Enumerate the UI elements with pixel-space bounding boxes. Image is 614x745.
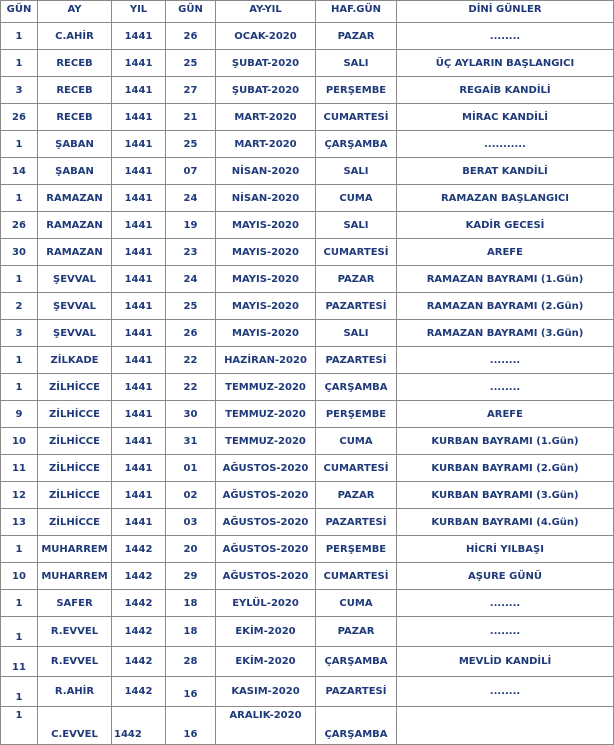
cell-weekday: SALI bbox=[316, 50, 397, 77]
cell-day-gregorian: 01 bbox=[166, 455, 216, 482]
table-row bbox=[1, 509, 614, 536]
cell-weekday: PAZARTESİ bbox=[316, 509, 397, 536]
cell-month-year: MAYIS-2020 bbox=[216, 239, 316, 266]
cell-year-hijri: 1441 bbox=[112, 239, 166, 266]
cell-month-year: MAYIS-2020 bbox=[216, 293, 316, 320]
cell-day-gregorian: 03 bbox=[166, 509, 216, 536]
cell-month-year: EYLÜL-2020 bbox=[216, 590, 316, 617]
cell-day-hijri: 1 bbox=[1, 590, 38, 617]
cell-religious-day: KURBAN BAYRAMI (4.Gün) bbox=[397, 509, 614, 536]
cell-day-hijri: 1 bbox=[1, 23, 38, 50]
table-row bbox=[1, 77, 614, 104]
table-row bbox=[1, 158, 614, 185]
cell-year-hijri: 1441 bbox=[112, 185, 166, 212]
cell-year-hijri: 1441 bbox=[112, 23, 166, 50]
cell-weekday: CUMARTESİ bbox=[316, 239, 397, 266]
cell-weekday: SALI bbox=[316, 212, 397, 239]
cell-year-hijri: 1441 bbox=[112, 482, 166, 509]
cell-day-hijri: 3 bbox=[1, 77, 38, 104]
cell-day-gregorian: 29 bbox=[166, 563, 216, 590]
cell-religious-day: RAMAZAN BAŞLANGICI bbox=[397, 185, 614, 212]
cell-year-hijri: 1441 bbox=[112, 158, 166, 185]
cell-month-hijri: RAMAZAN bbox=[38, 239, 112, 266]
cell-month-year: ARALIK-2020 bbox=[216, 707, 316, 745]
cell-day-hijri: 26 bbox=[1, 212, 38, 239]
header-day-hijri: GÜN bbox=[1, 1, 38, 23]
cell-year-hijri: 1441 bbox=[112, 428, 166, 455]
cell-month-hijri: ŞEVVAL bbox=[38, 320, 112, 347]
cell-month-hijri: MUHARREM bbox=[38, 563, 112, 590]
cell-religious-day: AREFE bbox=[397, 239, 614, 266]
cell-religious-day: MEVLİD KANDİLİ bbox=[397, 647, 614, 677]
table-header bbox=[1, 1, 614, 23]
cell-day-gregorian: 22 bbox=[166, 374, 216, 401]
cell-year-hijri: 1442 bbox=[112, 707, 166, 745]
cell-religious-day: AREFE bbox=[397, 401, 614, 428]
table-row bbox=[1, 185, 614, 212]
header-weekday: HAF.GÜN bbox=[316, 1, 397, 23]
cell-year-hijri: 1442 bbox=[112, 536, 166, 563]
cell-religious-day: KURBAN BAYRAMI (2.Gün) bbox=[397, 455, 614, 482]
cell-year-hijri: 1441 bbox=[112, 320, 166, 347]
cell-day-gregorian: 20 bbox=[166, 536, 216, 563]
table-row bbox=[1, 428, 614, 455]
cell-year-hijri: 1441 bbox=[112, 455, 166, 482]
table-row bbox=[1, 677, 614, 707]
cell-month-hijri: SAFER bbox=[38, 590, 112, 617]
cell-month-hijri: R.AHİR bbox=[38, 677, 112, 707]
cell-weekday: ÇARŞAMBA bbox=[316, 374, 397, 401]
cell-year-hijri: 1442 bbox=[112, 617, 166, 647]
cell-month-year: EKİM-2020 bbox=[216, 647, 316, 677]
cell-month-hijri: ZİLHİCCE bbox=[38, 401, 112, 428]
cell-day-hijri: 3 bbox=[1, 320, 38, 347]
table-row bbox=[1, 50, 614, 77]
cell-religious-day: KADİR GECESİ bbox=[397, 212, 614, 239]
cell-day-gregorian: 16 bbox=[166, 707, 216, 745]
cell-day-hijri: 1 bbox=[1, 50, 38, 77]
cell-year-hijri: 1442 bbox=[112, 563, 166, 590]
cell-religious-day: ........ bbox=[397, 677, 614, 707]
cell-day-hijri: 11 bbox=[1, 455, 38, 482]
cell-day-hijri: 12 bbox=[1, 482, 38, 509]
cell-month-hijri: R.EVVEL bbox=[38, 647, 112, 677]
cell-weekday: ÇARŞAMBA bbox=[316, 131, 397, 158]
cell-month-year: MAYIS-2020 bbox=[216, 320, 316, 347]
cell-day-gregorian: 27 bbox=[166, 77, 216, 104]
cell-day-hijri: 26 bbox=[1, 104, 38, 131]
cell-year-hijri: 1441 bbox=[112, 104, 166, 131]
cell-day-gregorian: 18 bbox=[166, 617, 216, 647]
cell-month-hijri: MUHARREM bbox=[38, 536, 112, 563]
cell-year-hijri: 1441 bbox=[112, 212, 166, 239]
cell-religious-day: RAMAZAN BAYRAMI (3.Gün) bbox=[397, 320, 614, 347]
cell-month-year: NİSAN-2020 bbox=[216, 158, 316, 185]
cell-religious-day: MİRAC KANDİLİ bbox=[397, 104, 614, 131]
cell-month-year: OCAK-2020 bbox=[216, 23, 316, 50]
cell-day-hijri: 1 bbox=[1, 707, 38, 745]
header-day-gregorian: GÜN bbox=[166, 1, 216, 23]
cell-month-hijri: ŞABAN bbox=[38, 158, 112, 185]
cell-weekday: ÇARŞAMBA bbox=[316, 707, 397, 745]
table-row bbox=[1, 347, 614, 374]
cell-month-year: NİSAN-2020 bbox=[216, 185, 316, 212]
cell-month-hijri: RECEB bbox=[38, 50, 112, 77]
table-row bbox=[1, 590, 614, 617]
cell-religious-day: AŞURE GÜNÜ bbox=[397, 563, 614, 590]
cell-day-gregorian: 07 bbox=[166, 158, 216, 185]
cell-religious-day: ........ bbox=[397, 347, 614, 374]
cell-religious-day: KURBAN BAYRAMI (1.Gün) bbox=[397, 428, 614, 455]
cell-month-year: AĞUSTOS-2020 bbox=[216, 563, 316, 590]
cell-day-gregorian: 18 bbox=[166, 590, 216, 617]
cell-weekday: PAZAR bbox=[316, 617, 397, 647]
header-religious-day: DİNİ GÜNLER bbox=[397, 1, 614, 23]
cell-weekday: PERŞEMBE bbox=[316, 536, 397, 563]
cell-weekday: CUMA bbox=[316, 590, 397, 617]
cell-month-year: MART-2020 bbox=[216, 131, 316, 158]
cell-month-year: ŞUBAT-2020 bbox=[216, 50, 316, 77]
cell-year-hijri: 1441 bbox=[112, 374, 166, 401]
cell-religious-day: ........ bbox=[397, 374, 614, 401]
cell-weekday: CUMA bbox=[316, 185, 397, 212]
cell-day-gregorian: 28 bbox=[166, 647, 216, 677]
table-row bbox=[1, 482, 614, 509]
cell-month-year: TEMMUZ-2020 bbox=[216, 428, 316, 455]
cell-day-gregorian: 19 bbox=[166, 212, 216, 239]
cell-weekday: CUMARTESİ bbox=[316, 455, 397, 482]
cell-year-hijri: 1441 bbox=[112, 266, 166, 293]
table-row bbox=[1, 212, 614, 239]
cell-month-hijri: ŞEVVAL bbox=[38, 266, 112, 293]
cell-day-hijri: 11 bbox=[1, 647, 38, 677]
table-row bbox=[1, 293, 614, 320]
cell-day-gregorian: 02 bbox=[166, 482, 216, 509]
cell-month-hijri: ZİLKADE bbox=[38, 347, 112, 374]
cell-weekday: PAZARTESİ bbox=[316, 293, 397, 320]
cell-day-hijri: 9 bbox=[1, 401, 38, 428]
table-row bbox=[1, 617, 614, 647]
table-row bbox=[1, 401, 614, 428]
cell-day-gregorian: 16 bbox=[166, 677, 216, 707]
cell-year-hijri: 1442 bbox=[112, 590, 166, 617]
cell-day-hijri: 13 bbox=[1, 509, 38, 536]
cell-month-year: AĞUSTOS-2020 bbox=[216, 455, 316, 482]
header-month-hijri: AY bbox=[38, 1, 112, 23]
cell-year-hijri: 1441 bbox=[112, 77, 166, 104]
cell-religious-day: HİCRİ YILBAŞI bbox=[397, 536, 614, 563]
table-row bbox=[1, 23, 614, 50]
cell-year-hijri: 1442 bbox=[112, 677, 166, 707]
cell-day-hijri: 1 bbox=[1, 131, 38, 158]
cell-month-year: MAYIS-2020 bbox=[216, 212, 316, 239]
cell-month-hijri: RECEB bbox=[38, 77, 112, 104]
cell-weekday: PAZAR bbox=[316, 482, 397, 509]
cell-month-hijri: ZİLHİCCE bbox=[38, 509, 112, 536]
cell-day-hijri: 1 bbox=[1, 347, 38, 374]
cell-religious-day: ........ bbox=[397, 590, 614, 617]
cell-month-year: TEMMUZ-2020 bbox=[216, 374, 316, 401]
cell-month-hijri: ŞABAN bbox=[38, 131, 112, 158]
table-row bbox=[1, 374, 614, 401]
cell-day-hijri: 10 bbox=[1, 563, 38, 590]
cell-religious-day bbox=[397, 707, 614, 745]
cell-day-hijri: 1 bbox=[1, 185, 38, 212]
cell-month-year: MART-2020 bbox=[216, 104, 316, 131]
cell-year-hijri: 1441 bbox=[112, 347, 166, 374]
cell-year-hijri: 1441 bbox=[112, 509, 166, 536]
cell-religious-day: RAMAZAN BAYRAMI (2.Gün) bbox=[397, 293, 614, 320]
cell-month-hijri: ZİLHİCCE bbox=[38, 482, 112, 509]
cell-month-year: HAZİRAN-2020 bbox=[216, 347, 316, 374]
table-row bbox=[1, 104, 614, 131]
table-row bbox=[1, 320, 614, 347]
cell-month-hijri: RECEB bbox=[38, 104, 112, 131]
cell-month-hijri: RAMAZAN bbox=[38, 185, 112, 212]
cell-weekday: CUMA bbox=[316, 428, 397, 455]
table-row bbox=[1, 563, 614, 590]
table-row bbox=[1, 266, 614, 293]
cell-religious-day: ........ bbox=[397, 23, 614, 50]
cell-month-hijri: RAMAZAN bbox=[38, 212, 112, 239]
cell-month-hijri: C.AHİR bbox=[38, 23, 112, 50]
table-row bbox=[1, 455, 614, 482]
cell-day-gregorian: 30 bbox=[166, 401, 216, 428]
cell-month-year: MAYIS-2020 bbox=[216, 266, 316, 293]
cell-month-hijri: C.EVVEL bbox=[38, 707, 112, 745]
header-row bbox=[1, 1, 614, 23]
cell-month-hijri: ŞEVVAL bbox=[38, 293, 112, 320]
cell-day-gregorian: 23 bbox=[166, 239, 216, 266]
cell-month-hijri: ZİLHİCCE bbox=[38, 455, 112, 482]
cell-day-gregorian: 22 bbox=[166, 347, 216, 374]
header-year-hijri: YIL bbox=[112, 1, 166, 23]
cell-religious-day: BERAT KANDİLİ bbox=[397, 158, 614, 185]
cell-day-gregorian: 21 bbox=[166, 104, 216, 131]
cell-day-hijri: 1 bbox=[1, 266, 38, 293]
cell-weekday: PAZAR bbox=[316, 23, 397, 50]
cell-day-gregorian: 25 bbox=[166, 293, 216, 320]
cell-day-hijri: 1 bbox=[1, 677, 38, 707]
cell-day-gregorian: 26 bbox=[166, 23, 216, 50]
cell-month-year: AĞUSTOS-2020 bbox=[216, 536, 316, 563]
cell-day-gregorian: 31 bbox=[166, 428, 216, 455]
table-row bbox=[1, 131, 614, 158]
cell-day-hijri: 1 bbox=[1, 617, 38, 647]
cell-month-hijri: ZİLHİCCE bbox=[38, 428, 112, 455]
cell-religious-day: REGAİB KANDİLİ bbox=[397, 77, 614, 104]
cell-weekday: SALI bbox=[316, 158, 397, 185]
cell-day-gregorian: 25 bbox=[166, 50, 216, 77]
table-row bbox=[1, 647, 614, 677]
cell-month-hijri: R.EVVEL bbox=[38, 617, 112, 647]
cell-weekday: PAZARTESİ bbox=[316, 347, 397, 374]
table-row bbox=[1, 536, 614, 563]
cell-day-gregorian: 24 bbox=[166, 266, 216, 293]
cell-weekday: CUMARTESİ bbox=[316, 563, 397, 590]
cell-month-year: AĞUSTOS-2020 bbox=[216, 482, 316, 509]
cell-day-hijri: 1 bbox=[1, 374, 38, 401]
cell-month-hijri: ZİLHİCCE bbox=[38, 374, 112, 401]
cell-month-year: EKİM-2020 bbox=[216, 617, 316, 647]
cell-day-hijri: 1 bbox=[1, 536, 38, 563]
cell-weekday: PAZAR bbox=[316, 266, 397, 293]
cell-religious-day: ÜÇ AYLARIN BAŞLANGICI bbox=[397, 50, 614, 77]
cell-weekday: SALI bbox=[316, 320, 397, 347]
cell-month-year: TEMMUZ-2020 bbox=[216, 401, 316, 428]
cell-religious-day: RAMAZAN BAYRAMI (1.Gün) bbox=[397, 266, 614, 293]
cell-day-hijri: 14 bbox=[1, 158, 38, 185]
cell-weekday: PERŞEMBE bbox=[316, 401, 397, 428]
cell-weekday: CUMARTESİ bbox=[316, 104, 397, 131]
cell-day-gregorian: 25 bbox=[166, 131, 216, 158]
table-row bbox=[1, 239, 614, 266]
cell-year-hijri: 1441 bbox=[112, 401, 166, 428]
cell-religious-day: ........ bbox=[397, 617, 614, 647]
table-body bbox=[1, 23, 614, 745]
cell-day-hijri: 2 bbox=[1, 293, 38, 320]
cell-month-year: KASIM-2020 bbox=[216, 677, 316, 707]
cell-weekday: ÇARŞAMBA bbox=[316, 647, 397, 677]
cell-weekday: PERŞEMBE bbox=[316, 77, 397, 104]
cell-year-hijri: 1442 bbox=[112, 647, 166, 677]
cell-month-year: AĞUSTOS-2020 bbox=[216, 509, 316, 536]
header-month-year: AY-YIL bbox=[216, 1, 316, 23]
cell-religious-day: ........... bbox=[397, 131, 614, 158]
cell-year-hijri: 1441 bbox=[112, 50, 166, 77]
cell-day-gregorian: 26 bbox=[166, 320, 216, 347]
cell-religious-day: KURBAN BAYRAMI (3.Gün) bbox=[397, 482, 614, 509]
cell-month-year: ŞUBAT-2020 bbox=[216, 77, 316, 104]
cell-day-hijri: 10 bbox=[1, 428, 38, 455]
cell-year-hijri: 1441 bbox=[112, 293, 166, 320]
cell-day-gregorian: 24 bbox=[166, 185, 216, 212]
table-row bbox=[1, 707, 614, 745]
cell-day-hijri: 30 bbox=[1, 239, 38, 266]
cell-year-hijri: 1441 bbox=[112, 131, 166, 158]
cell-weekday: PAZARTESİ bbox=[316, 677, 397, 707]
